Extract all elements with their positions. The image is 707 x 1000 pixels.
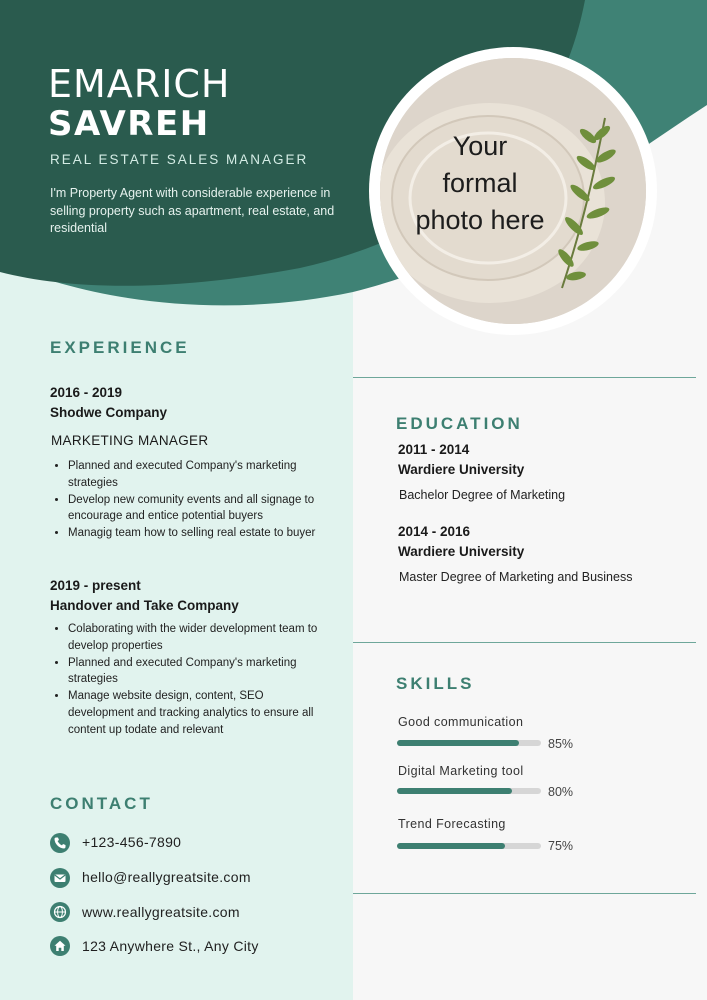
photo-text-line: formal <box>442 168 518 198</box>
responsibility-item: • Manage website design, content, SEO development and tracking analytics to ensure all content up todate and relevant <box>68 688 330 738</box>
job-period: 2016 - 2019 <box>50 385 123 400</box>
skill-name: Digital Marketing tool <box>398 764 524 778</box>
mail-icon <box>50 868 70 888</box>
section-divider <box>353 377 696 378</box>
contact-heading: CONTACT <box>50 794 153 813</box>
last-name: SAVREH <box>48 104 210 144</box>
skill-percent: 80% <box>548 785 574 799</box>
globe-icon <box>50 902 70 922</box>
skill-percent: 75% <box>548 839 574 853</box>
education-period: 2011 - 2014 <box>398 442 470 457</box>
job-role: MARKETING MANAGER <box>51 433 209 448</box>
education-school: Wardiere University <box>398 544 525 559</box>
skill-bar-fill <box>397 740 519 746</box>
photo-placeholder-text <box>380 128 580 239</box>
skill-bar <box>397 788 541 794</box>
skill-percent: 85% <box>548 737 574 751</box>
phone-icon <box>50 833 70 853</box>
responsibility-item: • Planned and executed Company's marketing strategies <box>68 655 330 689</box>
skills-heading: SKILLS <box>396 674 475 693</box>
skill-bar <box>397 843 541 849</box>
responsibility-item: • Develop new comunity events and all signage to encourage and entice potential buyers <box>68 492 338 526</box>
education-degree: Master Degree of Marketing and Business <box>399 570 633 584</box>
home-icon <box>50 936 70 956</box>
skill-name: Trend Forecasting <box>398 817 506 831</box>
skill-bar-fill <box>397 788 512 794</box>
skill-bar <box>397 740 541 746</box>
job-company: Handover and Take Company <box>50 598 239 613</box>
contact-website[interactable]: www.reallygreatsite.com <box>82 904 240 920</box>
photo-text-line: Your <box>452 131 508 161</box>
skill-name: Good communication <box>398 715 524 729</box>
contact-email[interactable]: hello@reallygreatsite.com <box>82 869 251 885</box>
job-title: REAL ESTATE SALES MANAGER <box>50 152 309 167</box>
experience-heading: EXPERIENCE <box>50 338 190 357</box>
contact-phone[interactable]: +123-456-7890 <box>82 834 182 850</box>
contact-address: 123 Anywhere St., Any City <box>82 938 259 954</box>
job-responsibilities <box>50 621 330 739</box>
section-divider <box>353 893 696 894</box>
photo-text-line: photo here <box>415 205 545 235</box>
profile-summary: I'm Property Agent with considerable experience in selling property such as apartment, real estate, and residential <box>50 186 335 235</box>
education-period: 2014 - 2016 <box>398 524 471 539</box>
responsibility-item: • Colaborating with the wider development team to develop properties <box>68 621 330 655</box>
skill-bar-fill <box>397 843 505 849</box>
education-degree: Bachelor Degree of Marketing <box>399 488 566 502</box>
job-company: Shodwe Company <box>50 405 168 420</box>
first-name: EMARICH <box>48 62 231 106</box>
education-school: Wardiere University <box>398 462 525 477</box>
responsibility-item: • Managig team how to selling real estate to buyer <box>68 525 338 542</box>
responsibility-item: • Planned and executed Company's marketing strategies <box>68 458 338 492</box>
job-responsibilities <box>50 458 338 542</box>
profile-photo[interactable] <box>380 58 646 324</box>
education-heading: EDUCATION <box>396 414 523 433</box>
section-divider <box>353 642 696 643</box>
job-period: 2019 - present <box>50 578 141 593</box>
